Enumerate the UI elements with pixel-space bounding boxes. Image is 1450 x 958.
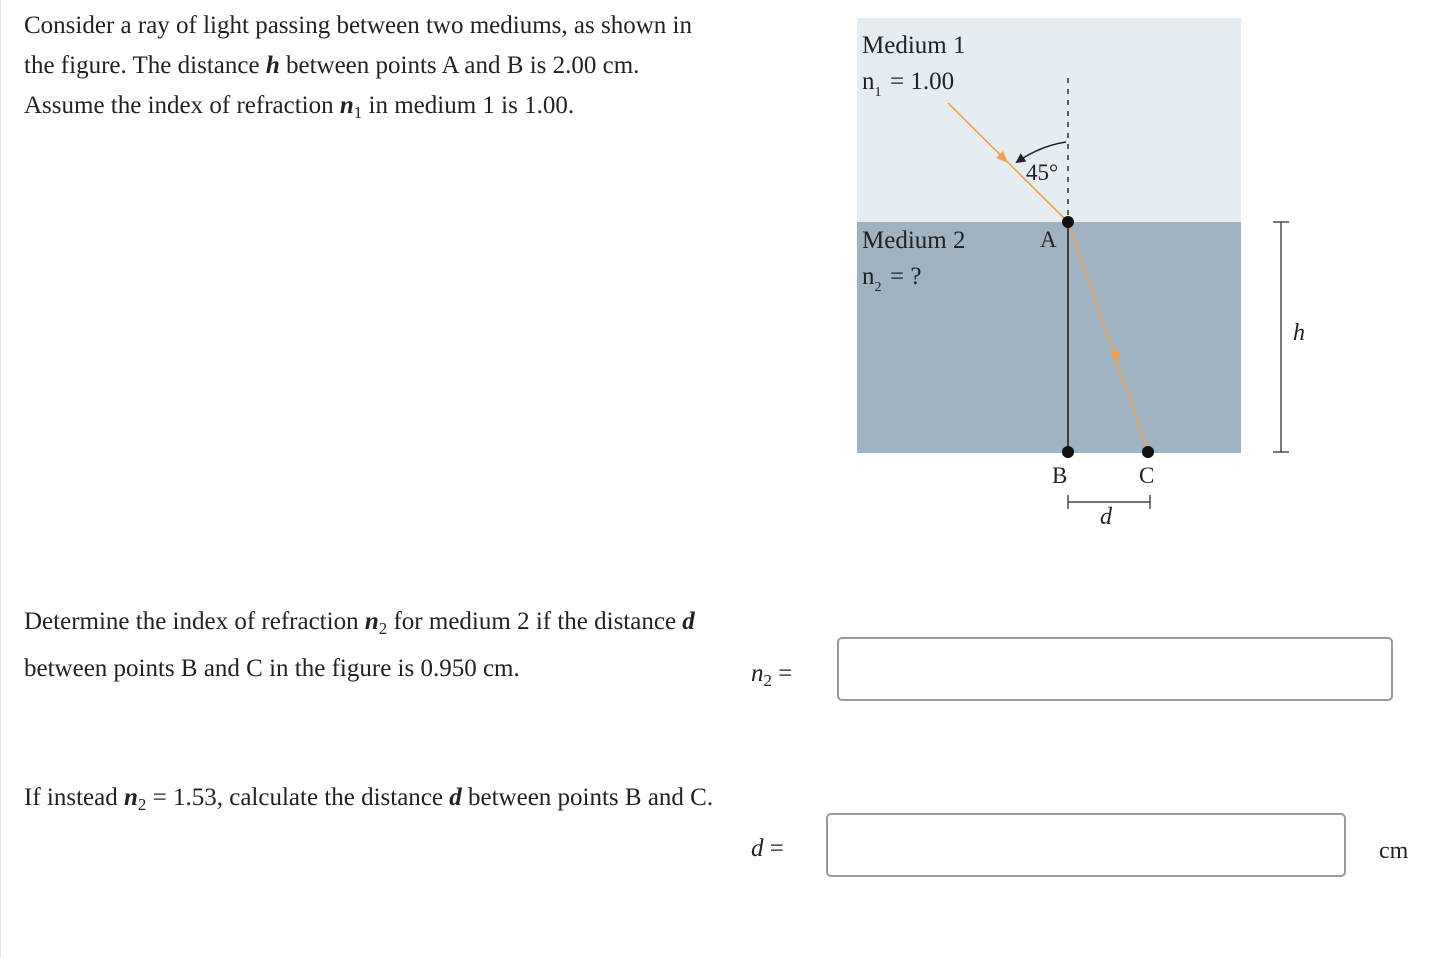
n2-letter: n — [862, 263, 875, 290]
var-d: d — [449, 784, 462, 811]
point-c-dot — [1142, 446, 1154, 458]
point-b-dot — [1062, 446, 1074, 458]
n2-answer-input[interactable] — [837, 637, 1393, 701]
point-b-label: B — [1052, 463, 1068, 488]
n1-value: = 1.00 — [890, 68, 955, 95]
var-n2: n — [364, 608, 379, 635]
var-n2-subscript: 2 — [378, 619, 388, 638]
n2-value: = ? — [890, 263, 922, 290]
medium-2-region — [857, 222, 1241, 453]
q2-text-part: If instead — [24, 784, 124, 811]
d-answer-input[interactable] — [826, 813, 1346, 877]
n2-answer-var: n — [751, 660, 764, 687]
n2-answer-equals: = — [772, 660, 793, 687]
q1-text-part: for medium 2 if the distance — [387, 608, 683, 635]
question-1-text — [24, 602, 724, 689]
q1-text-part: Determine the index of refraction — [24, 608, 365, 635]
var-h: h — [265, 52, 280, 79]
intro-text-part: between points A and B is 2.00 cm. Assume the index of refraction — [24, 52, 645, 119]
d-answer-equals: = — [763, 835, 784, 862]
d-unit-label: cm — [1379, 838, 1409, 864]
var-n1-subscript: 1 — [353, 103, 363, 122]
n2-answer-subscript: 2 — [763, 671, 772, 690]
point-a-dot — [1062, 216, 1074, 228]
n1-subscript: 1 — [874, 85, 882, 100]
medium-1-label: Medium 1 — [862, 32, 966, 59]
n1-letter: n — [862, 68, 875, 95]
intro-text-part: Consider a ray of light passing between two mediums, as shown in the figure. The distance — [24, 12, 699, 79]
point-a-label: A — [1040, 227, 1057, 252]
medium-2-label: Medium 2 — [862, 227, 966, 254]
n2-answer-label — [751, 660, 792, 691]
d-answer-var: d — [751, 835, 764, 862]
var-n2-subscript: 2 — [137, 795, 147, 814]
point-c-label: C — [1139, 463, 1155, 488]
intro-text-part: in medium 1 is 1.00. — [362, 92, 575, 119]
q2-text-part: = 1.53, calculate the distance — [146, 784, 450, 811]
q1-text-part: between points B and C in the figure is 0.950 cm. — [24, 608, 702, 682]
q2-text-part: between points B and C. — [461, 784, 714, 811]
var-n2: n — [123, 784, 138, 811]
angle-label: 45° — [1026, 160, 1059, 185]
n2-subscript: 2 — [874, 280, 882, 295]
h-label: h — [1293, 320, 1305, 346]
d-label: d — [1100, 504, 1112, 530]
question-2-text — [24, 778, 724, 825]
var-d: d — [682, 608, 695, 635]
var-n1: n — [339, 92, 354, 119]
d-answer-label — [751, 835, 784, 863]
